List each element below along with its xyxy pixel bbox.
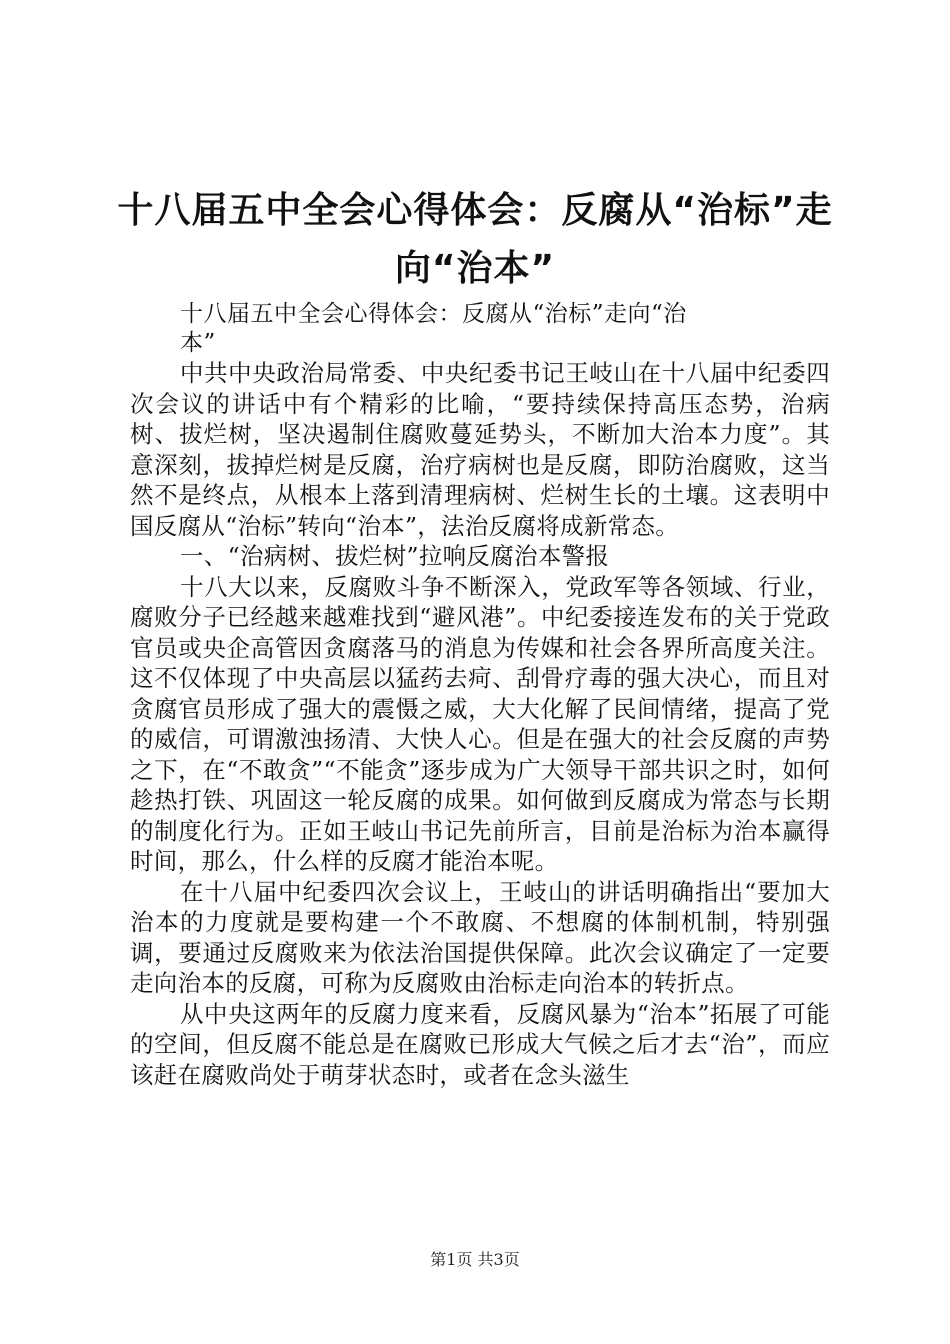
document-body xyxy=(130,300,830,1090)
document-subtitle: 十八届五中全会心得体会：反腐从“治标”走向“治本” xyxy=(180,301,687,356)
section-heading: 一、“治病树、拔烂树”拉响反腐治本警报 xyxy=(180,542,610,570)
body-paragraph: 十八大以来，反腐败斗争不断深入，党政军等各领域、行业，腐败分子已经越来越难找到“避风港”。中纪委接连发布的关于党政官员或央企高管因贪腐落马的消息为传媒和社会各界所高度关注。这不仅体现了中央高层以猛药去疴、刮骨疗毒的强大决心，而且对贪腐官员形成了强大的震慑之威，大大化解了民间情绪，提高了党的威信，可谓激浊扬清、大快人心。但是在强大的社会反腐的声势之下，在“不敢贪”“不能贪”逐步成为广大领导干部共识之时，如何趁热打铁、巩固这一轮反腐的成果。如何做到反腐成为常态与长期的制度化行为。正如王岐山书记先前所言，目前是治标为治本赢得时间，那么，什么样的反腐才能治本呢。 xyxy=(130,572,830,875)
page-footer xyxy=(0,1247,950,1270)
body-paragraph: 从中央这两年的反腐力度来看，反腐风暴为“治本”拓展了可能的空间，但反腐不能总是在腐败已形成大气候之后才去“治”，而应该赶在腐败尚处于萌芽状态时，或者在念头滋生 xyxy=(130,999,830,1089)
body-paragraph: 中共中央政治局常委、中央纪委书记王岐山在十八届中纪委四次会议的讲话中有个精彩的比喻，“要持续保持高压态势，治病树、拔烂树，坚决遏制住腐败蔓延势头，不断加大治本力度”。其意深刻，拔掉烂树是反腐，治疗病树也是反腐，即防治腐败，这当然不是终点，从根本上落到清理病树、烂树生长的土壤。这表明中国反腐从“治标”转向“治本”，法治反腐将成新常态。 xyxy=(130,359,830,540)
body-paragraph: 在十八届中纪委四次会议上，王岐山的讲话明确指出“要加大治本的力度就是要构建一个不敢腐、不想腐的体制机制，特别强调，要通过反腐败来为依法治国提供保障。此次会议确定了一定要走向治本的反腐，可称为反腐败由治标走向治本的转折点。 xyxy=(130,877,830,997)
document-title: 十八届五中全会心得体会：反腐从“治标”走向“治本” xyxy=(117,190,833,289)
page-indicator: 第1页 共3页 xyxy=(430,1250,520,1269)
